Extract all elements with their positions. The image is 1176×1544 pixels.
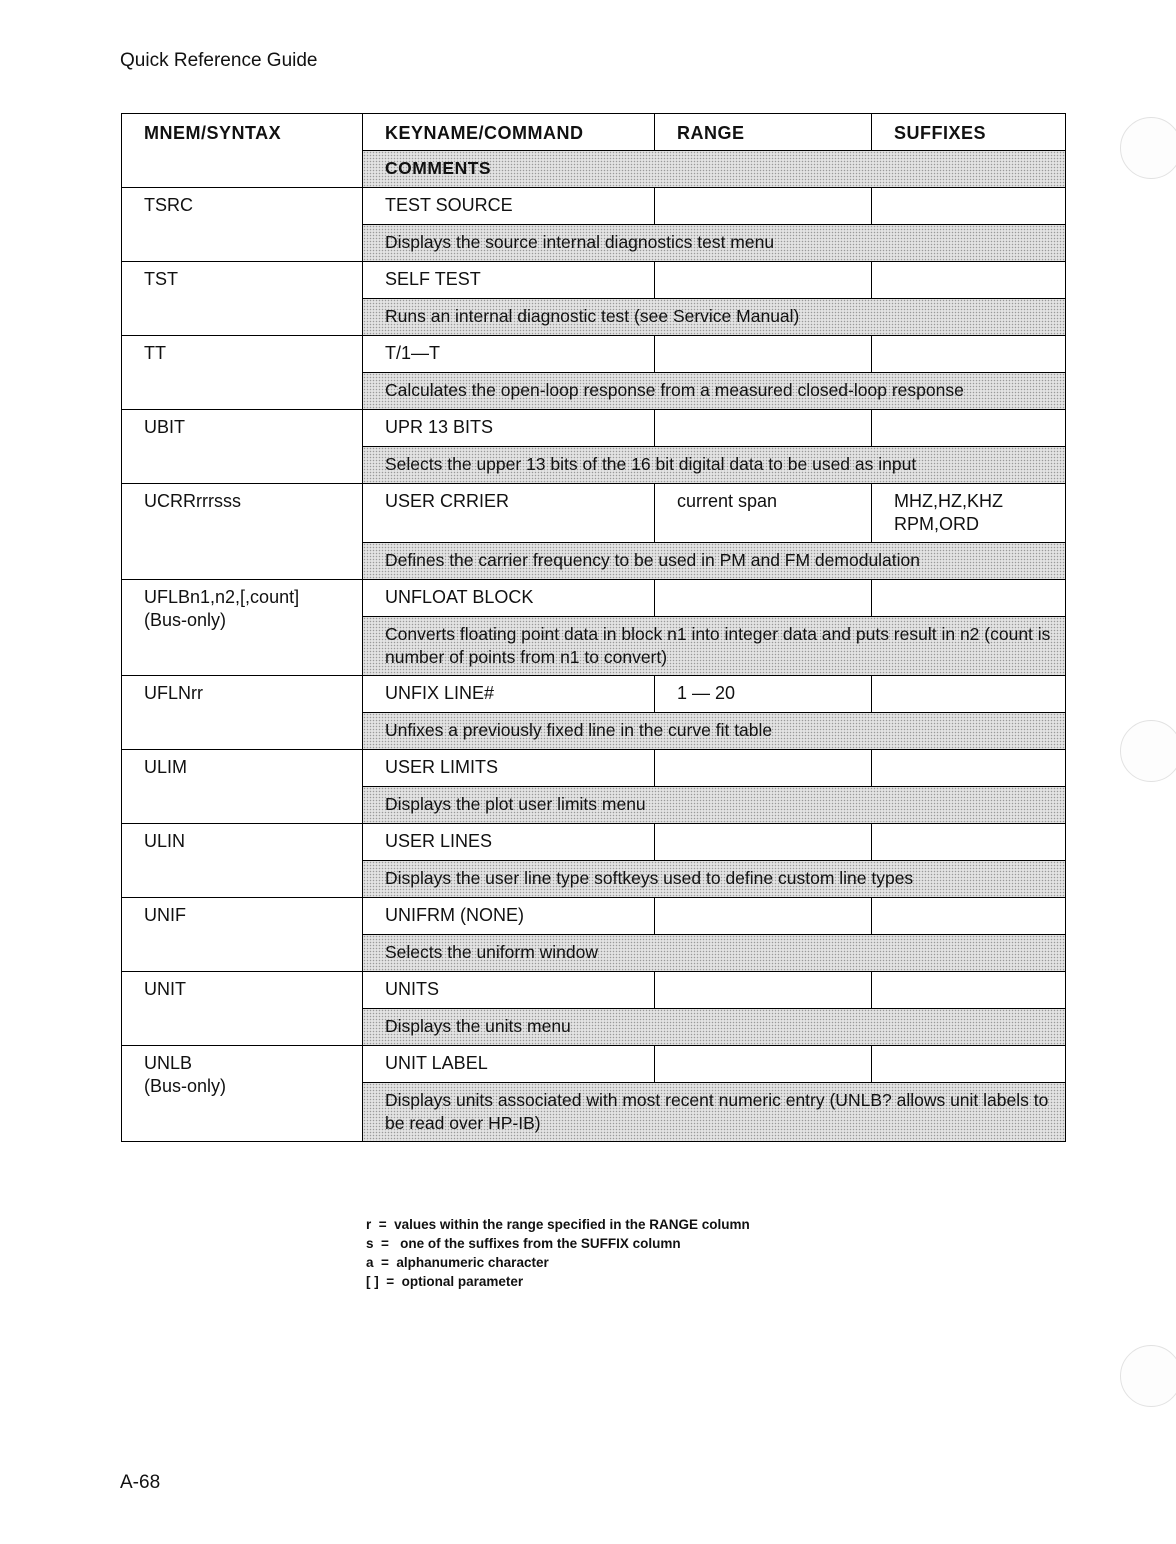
mnemonic-cell xyxy=(122,580,363,675)
range-cell xyxy=(655,898,872,934)
mnemonic-text: TT xyxy=(144,343,166,363)
mnemonic-text: UNIF xyxy=(144,905,186,925)
legend-item: s = one of the suffixes from the SUFFIX column xyxy=(366,1236,681,1251)
table-row xyxy=(122,898,1066,972)
mnemonic-text: UCRRrrrsss xyxy=(144,491,241,511)
column-header-mnem: MNEM/SYNTAX xyxy=(122,114,363,187)
table-row xyxy=(122,188,1066,262)
mnemonic-cell xyxy=(122,972,363,1045)
suffix-cell xyxy=(872,676,1066,712)
comment-cell: Calculates the open-loop response from a measured closed-loop response xyxy=(363,373,1066,409)
suffix-cell xyxy=(872,262,1066,298)
legend-item: r = values within the range specified in the RANGE column xyxy=(366,1217,750,1232)
mnemonic-text: UBIT xyxy=(144,417,186,437)
legend-item: [ ] = optional parameter xyxy=(366,1274,524,1289)
comment-cell: Runs an internal diagnostic test (see Service Manual) xyxy=(363,299,1066,335)
keyname-cell: USER CRRIER xyxy=(363,484,655,542)
table-row xyxy=(122,972,1066,1046)
suffix-cell xyxy=(872,750,1066,786)
comment-cell: Displays the source internal diagnostics test menu xyxy=(363,225,1066,261)
range-cell xyxy=(655,410,872,446)
table-row xyxy=(122,1046,1066,1142)
table-row xyxy=(122,484,1066,580)
legend xyxy=(366,1215,750,1291)
column-header-keyname: KEYNAME/COMMAND xyxy=(363,114,655,150)
keyname-cell: UPR 13 BITS xyxy=(363,410,655,446)
suffix-cell xyxy=(872,824,1066,860)
suffix-cell xyxy=(872,1046,1066,1082)
binder-hole xyxy=(1120,1345,1176,1407)
table-row xyxy=(122,750,1066,824)
bus-only-note: (Bus-only) xyxy=(144,610,227,630)
mnemonic-cell xyxy=(122,262,363,335)
mnemonic-text: TSRC xyxy=(144,195,193,215)
suffix-cell xyxy=(872,484,1066,542)
range-cell xyxy=(655,972,872,1008)
mnemonic-cell xyxy=(122,1046,363,1141)
range-cell xyxy=(655,1046,872,1082)
comment-cell: Unfixes a previously fixed line in the curve fit table xyxy=(363,713,1066,749)
mnemonic-text: UNIT xyxy=(144,979,186,999)
page-title: Quick Reference Guide xyxy=(120,50,318,71)
suffix-cell xyxy=(872,188,1066,224)
binder-hole xyxy=(1120,117,1176,179)
range-cell xyxy=(655,188,872,224)
mnemonic-cell xyxy=(122,188,363,261)
suffix-cell xyxy=(872,410,1066,446)
bus-only-note: (Bus-only) xyxy=(144,1076,227,1096)
table-row xyxy=(122,824,1066,898)
range-cell xyxy=(655,262,872,298)
mnemonic-cell xyxy=(122,336,363,409)
column-header-comments: COMMENTS xyxy=(363,151,1066,187)
mnemonic-text: UFLBn1,n2,[,count] xyxy=(144,587,300,607)
keyname-cell: UNIFRM (NONE) xyxy=(363,898,655,934)
binder-hole xyxy=(1120,720,1176,782)
comment-cell: Displays the plot user limits menu xyxy=(363,787,1066,823)
keyname-cell: UNIT LABEL xyxy=(363,1046,655,1082)
mnemonic-cell xyxy=(122,750,363,823)
comment-cell: Selects the upper 13 bits of the 16 bit digital data to be used as input xyxy=(363,447,1066,483)
mnemonic-text: ULIM xyxy=(144,757,188,777)
comment-cell: Displays units associated with most recent numeric entry (UNLB? allows unit labels to be read over HP-IB) xyxy=(363,1083,1066,1141)
table-row xyxy=(122,336,1066,410)
mnemonic-cell xyxy=(122,410,363,483)
comment-cell: Displays the user line type softkeys used to define custom line types xyxy=(363,861,1066,897)
keyname-cell: USER LINES xyxy=(363,824,655,860)
mnemonic-text: ULIN xyxy=(144,831,186,851)
mnemonic-cell xyxy=(122,484,363,579)
column-header-range: RANGE xyxy=(655,114,872,150)
suffix-cell xyxy=(872,898,1066,934)
table-row xyxy=(122,262,1066,336)
keyname-cell: USER LIMITS xyxy=(363,750,655,786)
mnemonic-cell xyxy=(122,676,363,749)
keyname-cell: UNFLOAT BLOCK xyxy=(363,580,655,616)
keyname-cell: T/1—T xyxy=(363,336,655,372)
column-header-suffixes: SUFFIXES xyxy=(872,114,1066,150)
range-cell xyxy=(655,824,872,860)
comment-cell: Defines the carrier frequency to be used in PM and FM demodulation xyxy=(363,543,1066,579)
page-number: A-68 xyxy=(120,1472,161,1493)
table-row xyxy=(122,676,1066,750)
comment-cell: Converts floating point data in block n1 into integer data and puts result in n2 (count is number of points from n1 to convert) xyxy=(363,617,1066,675)
table-row xyxy=(122,410,1066,484)
mnemonic-text: UFLNrr xyxy=(144,683,203,703)
mnemonic-text: UNLB xyxy=(144,1053,193,1073)
table-row xyxy=(122,580,1066,676)
suffix-line: RPM,ORD xyxy=(894,514,979,534)
mnemonic-cell xyxy=(122,898,363,971)
range-cell xyxy=(655,580,872,616)
range-cell: current span xyxy=(655,484,872,542)
table-header-row xyxy=(122,114,1066,188)
comment-cell: Selects the uniform window xyxy=(363,935,1066,971)
range-cell xyxy=(655,336,872,372)
keyname-cell: SELF TEST xyxy=(363,262,655,298)
keyname-cell: TEST SOURCE xyxy=(363,188,655,224)
mnemonic-text: TST xyxy=(144,269,178,289)
keyname-cell: UNFIX LINE# xyxy=(363,676,655,712)
mnemonic-cell xyxy=(122,824,363,897)
legend-item: a = alphanumeric character xyxy=(366,1255,549,1270)
suffix-cell xyxy=(872,580,1066,616)
suffix-cell xyxy=(872,972,1066,1008)
keyname-cell: UNITS xyxy=(363,972,655,1008)
reference-table xyxy=(121,113,1066,1142)
suffix-cell xyxy=(872,336,1066,372)
range-cell xyxy=(655,750,872,786)
comment-cell: Displays the units menu xyxy=(363,1009,1066,1045)
suffix-line: MHZ,HZ,KHZ xyxy=(894,491,1003,511)
range-cell: 1 — 20 xyxy=(655,676,872,712)
